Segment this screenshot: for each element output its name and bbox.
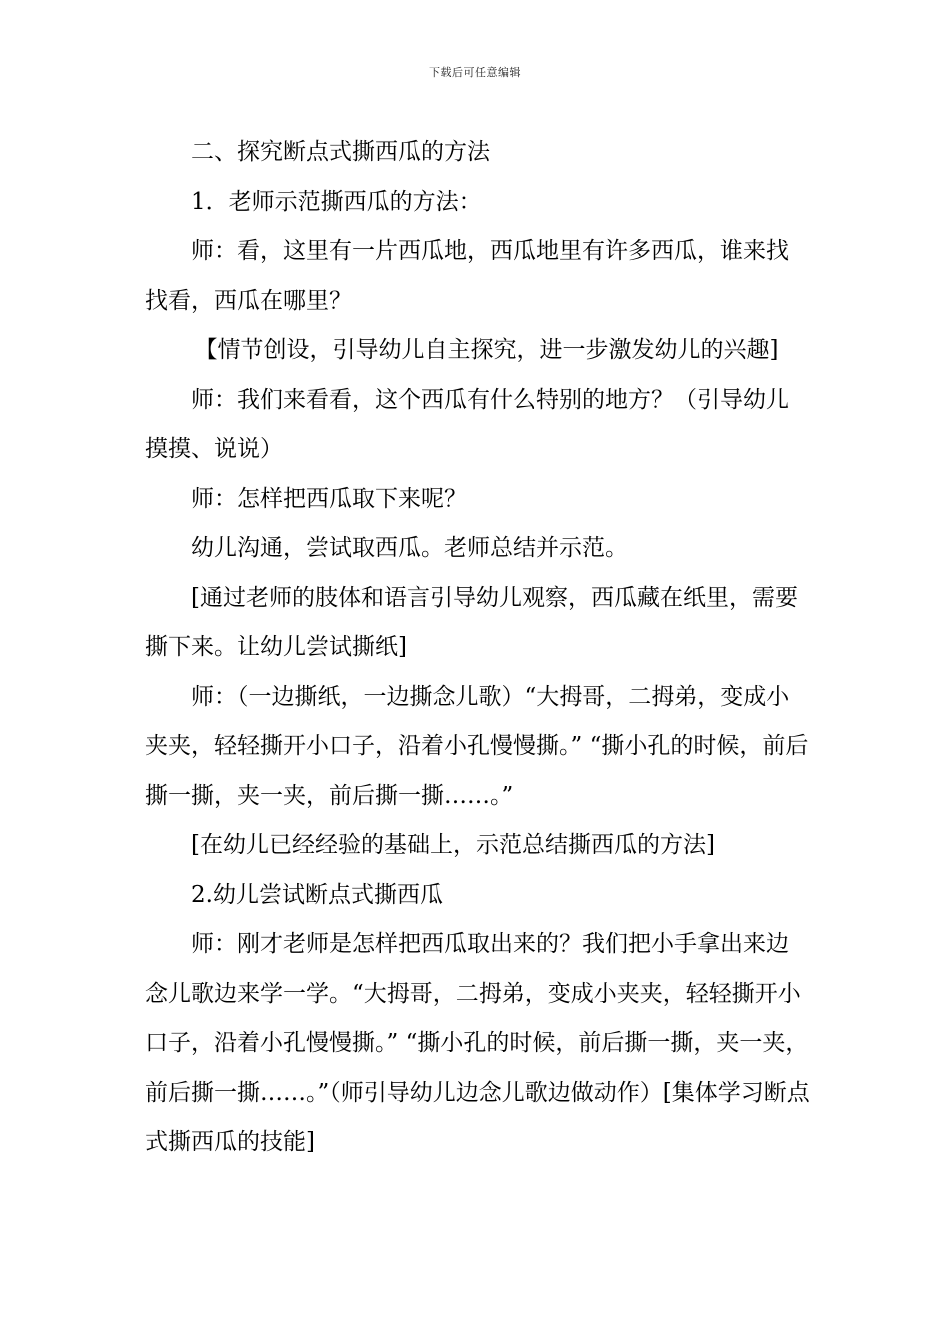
annotation-paragraph: [通过老师的肢体和语言引导幼儿观察，西瓜藏在纸里，需要撕下来。让幼儿尝试撕纸] [145, 584, 798, 660]
paragraph: 师：怎样把西瓜取下来呢？ [191, 485, 467, 512]
subsection-heading: 1．老师示范撕西瓜的方法： [191, 188, 482, 215]
document-body [145, 128, 810, 1168]
annotation-paragraph: 【情节创设，引导幼儿自主探究，进一步激发幼儿的兴趣] [194, 337, 779, 363]
paragraph: 师：看，这里有一片西瓜地，西瓜地里有许多西瓜，谁来找找看，西瓜在哪里？ [145, 238, 789, 314]
section-heading: 二、探究断点式撕西瓜的方法 [191, 139, 490, 165]
paragraph: 师：（一边撕纸，一边撕念儿歌）“大拇哥，二拇弟，变成小夹夹，轻轻撕开小口子，沿着小孔慢慢撕。” “撕小孔的时候，前后撕一撕，夹一夹，前后撕一撕……。” [145, 683, 809, 809]
page-header: 下载后可任意编辑 [429, 66, 521, 79]
paragraph: 幼儿沟通，尝试取西瓜。老师总结并示范。 [191, 535, 628, 561]
paragraph: 师：我们来看看，这个西瓜有什么特别的地方？（引导幼儿摸摸、说说） [145, 386, 789, 462]
subsection-heading: 2.幼儿尝试断点式撕西瓜 [191, 881, 443, 908]
paragraph: 师：刚才老师是怎样把西瓜取出来的？我们把小手拿出来边念儿歌边来学一学。“大拇哥，二拇弟，变成小夹夹，轻轻撕开小口子，沿着小孔慢慢撕。” “撕小孔的时候，前后撕一撕，夹一夹，前后撕一撕……。”（师引导幼儿边念儿歌边做动作）[集体学习断点式撕西瓜的技能] [145, 931, 810, 1155]
annotation-paragraph: [在幼儿已经经验的基础上，示范总结撕西瓜的方法] [191, 832, 715, 858]
